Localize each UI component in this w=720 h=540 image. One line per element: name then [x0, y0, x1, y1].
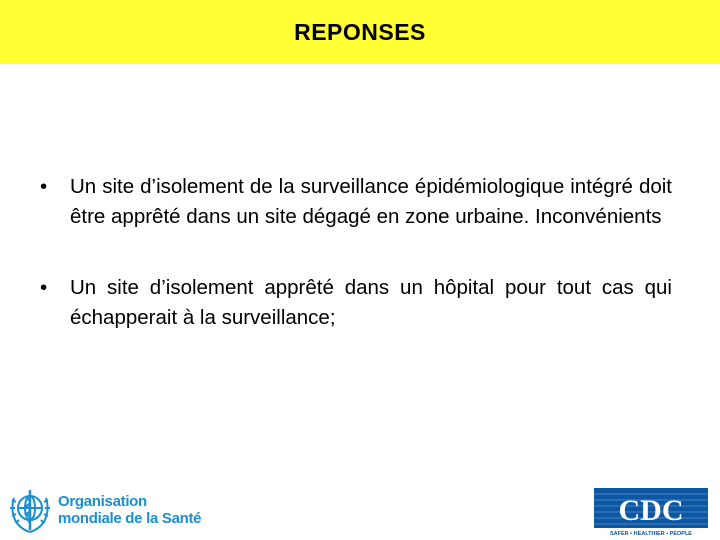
cdc-logo-text: CDC	[618, 494, 684, 527]
who-logo-line1: Organisation	[58, 493, 147, 510]
bullet-item	[40, 273, 672, 333]
bullet-text: Un site d’isolement de la surveillance épidémiologique intégré doit être apprêté dans un site dégagé en zone urbaine. Inconvénients	[70, 175, 672, 228]
bullet-item	[40, 172, 672, 232]
cdc-logo-icon	[590, 486, 712, 538]
who-emblem-icon	[6, 484, 54, 536]
slide-title: REPONSES	[294, 18, 426, 45]
bullet-marker: •	[40, 276, 48, 299]
who-logo-line2: mondiale de la Santé	[58, 510, 202, 527]
slide-content	[40, 172, 672, 374]
bullet-marker: •	[40, 175, 48, 198]
who-logo-text	[58, 493, 201, 527]
slide-header	[0, 0, 720, 64]
bullet-text: Un site d’isolement apprêté dans un hôpital pour tout cas qui échapperait à la surveillance;	[70, 276, 672, 329]
who-logo	[6, 482, 206, 538]
cdc-logo-tagline: SAFER • HEALTHIER • PEOPLE	[610, 531, 692, 537]
